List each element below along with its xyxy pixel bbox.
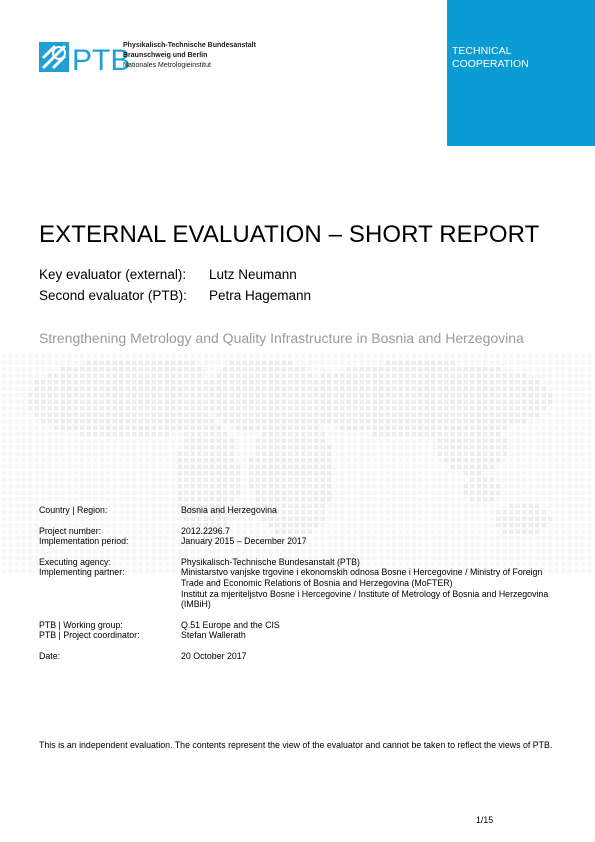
info-label: Country | Region: xyxy=(39,505,108,515)
info-label: PTB | Project coordinator: xyxy=(39,630,140,641)
info-label: Executing agency: xyxy=(39,556,111,567)
logo-line-2: Braunschweig und Berlin xyxy=(123,52,208,59)
info-value: January 2015 – December 2017 xyxy=(181,536,307,547)
technical-cooperation-banner xyxy=(447,0,595,146)
info-value: 2012.2296.7 xyxy=(181,525,230,536)
info-group-ptb xyxy=(39,620,561,641)
disclaimer: This is an independent evaluation. The contents represent the view of the evaluator and cannot be taken to reflect the views of PTB. xyxy=(39,740,553,750)
report-title: EXTERNAL EVALUATION – SHORT REPORT xyxy=(39,221,540,248)
info-value: Stefan Wallerath xyxy=(181,630,246,641)
ptb-logo-mark-icon xyxy=(39,40,131,77)
info-group-project xyxy=(39,526,561,547)
logo-line-1: Physikalisch-Technische Bundesanstalt xyxy=(123,42,256,49)
info-label: Project number: xyxy=(39,525,102,536)
info-label: Implementation period: xyxy=(39,536,129,547)
evaluator-name: Lutz Neumann xyxy=(209,267,297,282)
evaluator-name: Petra Hagemann xyxy=(209,288,312,303)
evaluator-row xyxy=(39,264,311,285)
logo-line-3: Nationales Metrologieinstitut xyxy=(123,62,211,69)
info-value: Q.51 Europe and the CIS xyxy=(181,619,280,630)
ptb-logo xyxy=(39,40,279,77)
banner-line-2: COOPERATION xyxy=(452,58,529,70)
info-group-country xyxy=(39,505,561,516)
info-values xyxy=(181,557,561,610)
info-value: Ministarstvo vanjske trgovine i ekonomskih odnosa Bosne i Hercegovine / Ministry of Foreign Trade and Economic Relations of Bosnia and Herzegovina (MoFTER) xyxy=(181,567,543,588)
info-label: Implementing partner: xyxy=(39,567,125,578)
project-subtitle: Strengthening Metrology and Quality Infrastructure in Bosnia and Herzegovina xyxy=(39,330,524,346)
info-value: Physikalisch-Technische Bundesanstalt (PTB) xyxy=(181,556,360,567)
evaluator-row xyxy=(39,285,311,306)
banner-text xyxy=(452,45,529,71)
info-value: Bosnia and Herzegovina xyxy=(181,505,277,515)
banner-line-1: TECHNICAL xyxy=(452,45,512,57)
evaluator-label: Key evaluator (external): xyxy=(39,267,187,282)
evaluators xyxy=(39,264,311,306)
ptb-logo-letters: PTB xyxy=(72,44,131,77)
info-labels xyxy=(39,526,181,547)
info-values xyxy=(181,526,561,547)
info-label: Date: xyxy=(39,650,61,661)
ptb-logo-text xyxy=(123,41,256,71)
info-label: PTB | Working group: xyxy=(39,619,123,630)
info-group-agency xyxy=(39,557,561,610)
info-group-date xyxy=(39,651,561,662)
info-value: 20 October 2017 xyxy=(181,650,247,661)
info-labels xyxy=(39,557,181,610)
project-info xyxy=(39,505,561,672)
info-values xyxy=(181,620,561,641)
page-number: 1/15 xyxy=(476,815,494,825)
evaluator-label: Second evaluator (PTB): xyxy=(39,288,187,303)
info-labels xyxy=(39,620,181,641)
info-value: Institut za mjeriteljstvo Bosne i Hercegovine / Institute of Metrology of Bosnia and Herzegovina (IMBiH) xyxy=(181,588,549,610)
